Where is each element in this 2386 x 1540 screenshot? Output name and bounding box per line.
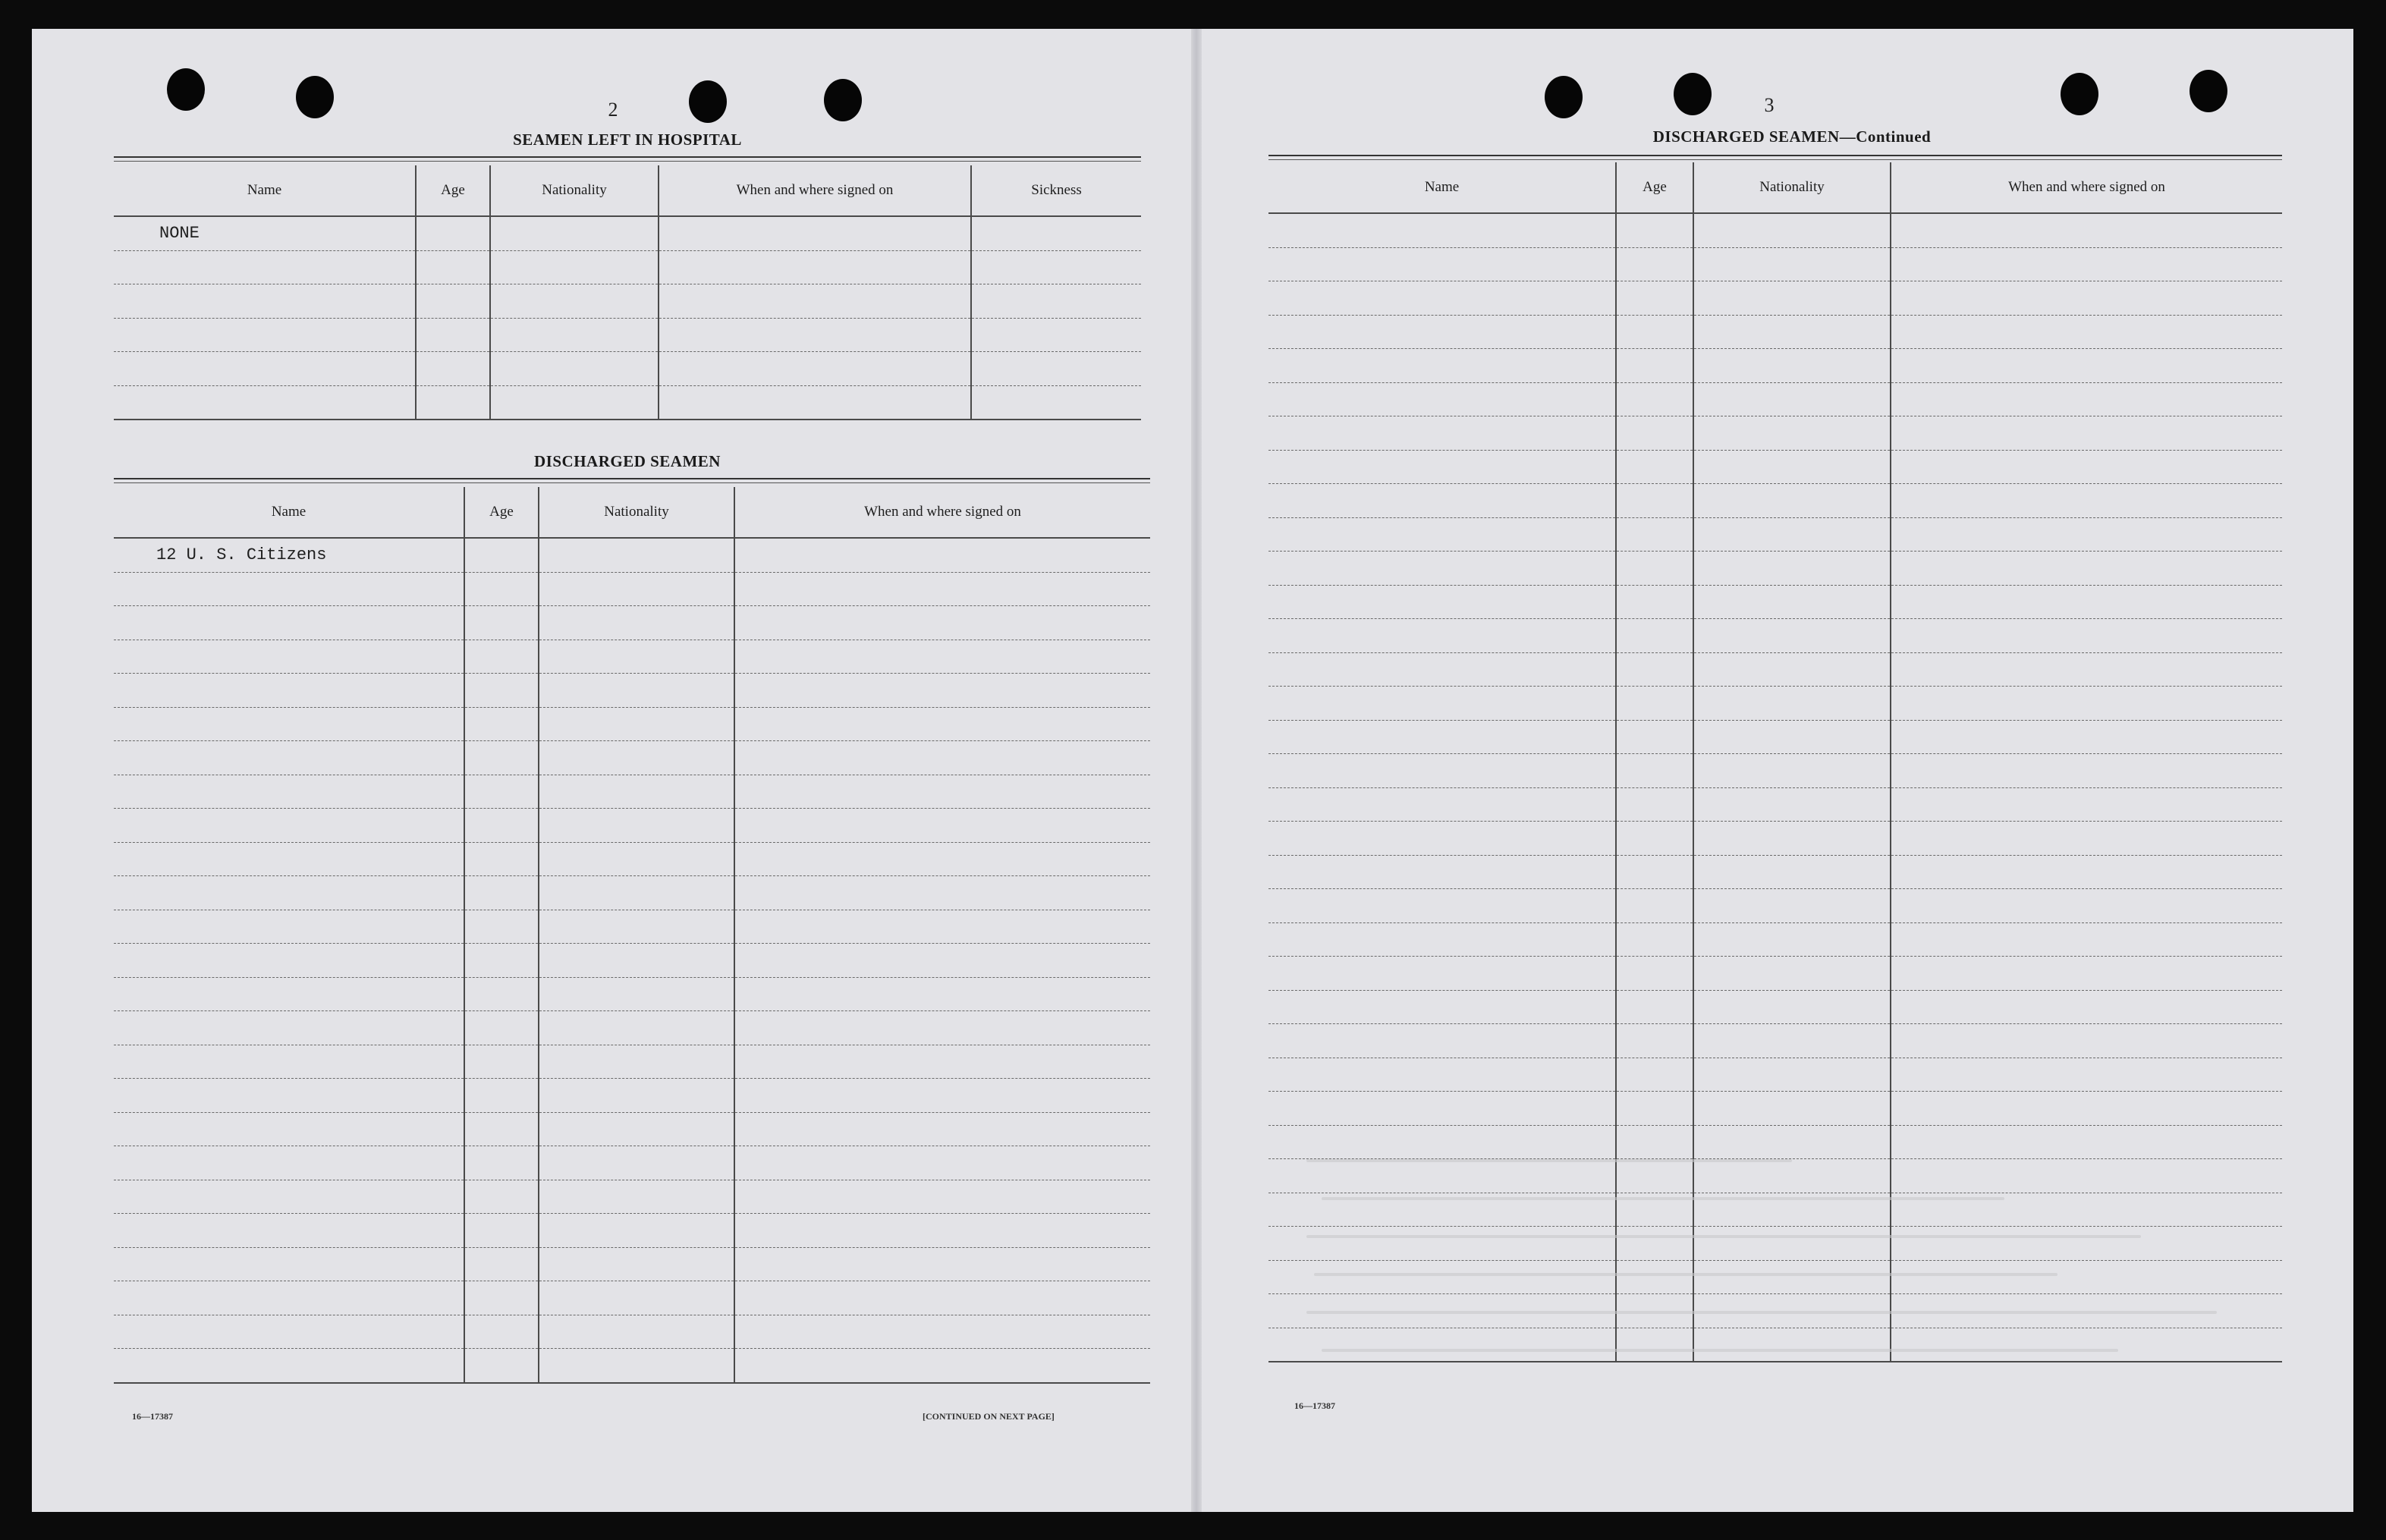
table-row: [1268, 754, 2282, 788]
table-row: [1268, 450, 2282, 484]
col-header-signed-on: When and where signed on: [1891, 162, 2282, 213]
table-row: [1268, 1260, 2282, 1294]
table-row: [114, 352, 1141, 386]
col-header-age: Age: [464, 487, 539, 538]
col-header-signed-on: When and where signed on: [659, 165, 971, 216]
continued-notice: [CONTINUED ON NEXT PAGE]: [923, 1411, 1055, 1422]
table-row: [114, 606, 1150, 640]
col-header-age: Age: [1616, 162, 1693, 213]
discharged-entry-name: 12 U. S. Citizens: [114, 538, 464, 572]
table-row: [1268, 484, 2282, 518]
bleed-through-mark: [1306, 1311, 2217, 1314]
hospital-entry-name: NONE: [114, 216, 416, 250]
form-number-left: 16—17387: [132, 1411, 173, 1422]
table-row: [114, 1315, 1150, 1349]
hospital-section-title: SEAMEN LEFT IN HOSPITAL: [513, 130, 742, 149]
table-row: [1268, 822, 2282, 856]
table-row: [1268, 687, 2282, 721]
table-row: [114, 1011, 1150, 1045]
table-row: [114, 640, 1150, 674]
table-row: [114, 707, 1150, 741]
section-rule: [114, 156, 1141, 162]
table-row: [114, 876, 1150, 910]
continued-section-title: [1268, 127, 2315, 146]
table-row: [114, 1180, 1150, 1214]
table-row: [1268, 213, 2282, 247]
col-header-name: Name: [114, 487, 464, 538]
table-row: [114, 775, 1150, 809]
table-row: [114, 1079, 1150, 1113]
table-row: [1268, 1024, 2282, 1058]
table-row: [1268, 552, 2282, 586]
table-row: [114, 809, 1150, 843]
table-row: [1268, 619, 2282, 653]
table-row: [114, 977, 1150, 1011]
table-row: [1268, 957, 2282, 991]
table-row: [114, 1247, 1150, 1281]
col-header-age: Age: [416, 165, 490, 216]
bleed-through-mark: [1322, 1349, 2118, 1352]
discharged-table-left: [114, 487, 1150, 1384]
table-row: [114, 250, 1141, 284]
hospital-table: [114, 165, 1141, 420]
table-row: [1268, 585, 2282, 619]
punch-hole: [1674, 73, 1712, 115]
col-header-name: Name: [114, 165, 416, 216]
table-row: [1268, 1227, 2282, 1261]
table-row: [1268, 1058, 2282, 1092]
table-row: [114, 1349, 1150, 1383]
table-row: [1268, 517, 2282, 552]
center-fold: [1191, 29, 1202, 1512]
bleed-through-mark: [1322, 1197, 2004, 1200]
table-row: [114, 318, 1141, 352]
table-row: [1268, 787, 2282, 822]
table-row: [114, 741, 1150, 775]
table-row: [114, 284, 1141, 319]
table-row: [114, 1045, 1150, 1079]
section-rule: [1268, 155, 2282, 160]
page-number-left: 2: [608, 99, 618, 121]
table-row: [114, 385, 1141, 420]
table-row: [114, 1146, 1150, 1180]
col-header-nationality: Nationality: [490, 165, 659, 216]
table-row: [1268, 315, 2282, 349]
table-row: [114, 1281, 1150, 1315]
col-header-nationality: Nationality: [1693, 162, 1891, 213]
table-row: [1268, 349, 2282, 383]
table-row: [114, 538, 1150, 572]
punch-hole: [689, 80, 727, 123]
table-row: [1268, 416, 2282, 451]
punch-hole: [296, 76, 334, 118]
col-header-sickness: Sickness: [971, 165, 1141, 216]
bleed-through-mark: [1306, 1235, 2141, 1238]
table-row: [1268, 1328, 2282, 1362]
bleed-through-mark: [1306, 1159, 1792, 1162]
table-row: [114, 944, 1150, 978]
table-row: [114, 842, 1150, 876]
discharged-table-right: [1268, 162, 2282, 1362]
table-row: [1268, 855, 2282, 889]
table-row: [114, 1214, 1150, 1248]
punch-hole: [1545, 76, 1583, 118]
title-suffix: —Continued: [1839, 127, 1932, 146]
page-number-right: 3: [1764, 94, 1775, 116]
table-row: [1268, 652, 2282, 687]
table-row: [114, 674, 1150, 708]
table-row: [1268, 1092, 2282, 1126]
table-row: [114, 1112, 1150, 1146]
section-rule: [114, 478, 1150, 483]
table-row: [114, 216, 1141, 250]
table-row: [1268, 281, 2282, 316]
col-header-signed-on: When and where signed on: [734, 487, 1150, 538]
document-sheet: [32, 29, 2353, 1512]
table-row: [1268, 247, 2282, 281]
col-header-name: Name: [1268, 162, 1616, 213]
table-row: [1268, 1159, 2282, 1193]
discharged-section-title: DISCHARGED SEAMEN: [534, 452, 721, 470]
table-row: [1268, 889, 2282, 923]
table-row: [114, 910, 1150, 944]
punch-hole: [2190, 70, 2227, 112]
table-row: [1268, 990, 2282, 1024]
table-row: [1268, 1125, 2282, 1159]
bleed-through-mark: [1314, 1273, 2057, 1276]
title-main: DISCHARGED SEAMEN: [1652, 127, 1840, 146]
table-row: [114, 572, 1150, 606]
punch-hole: [167, 68, 205, 111]
table-row: [1268, 720, 2282, 754]
table-row: [1268, 382, 2282, 416]
table-row: [1268, 922, 2282, 957]
form-number-right: 16—17387: [1294, 1400, 1335, 1411]
punch-hole: [824, 79, 862, 121]
punch-hole: [2061, 73, 2098, 115]
col-header-nationality: Nationality: [539, 487, 734, 538]
